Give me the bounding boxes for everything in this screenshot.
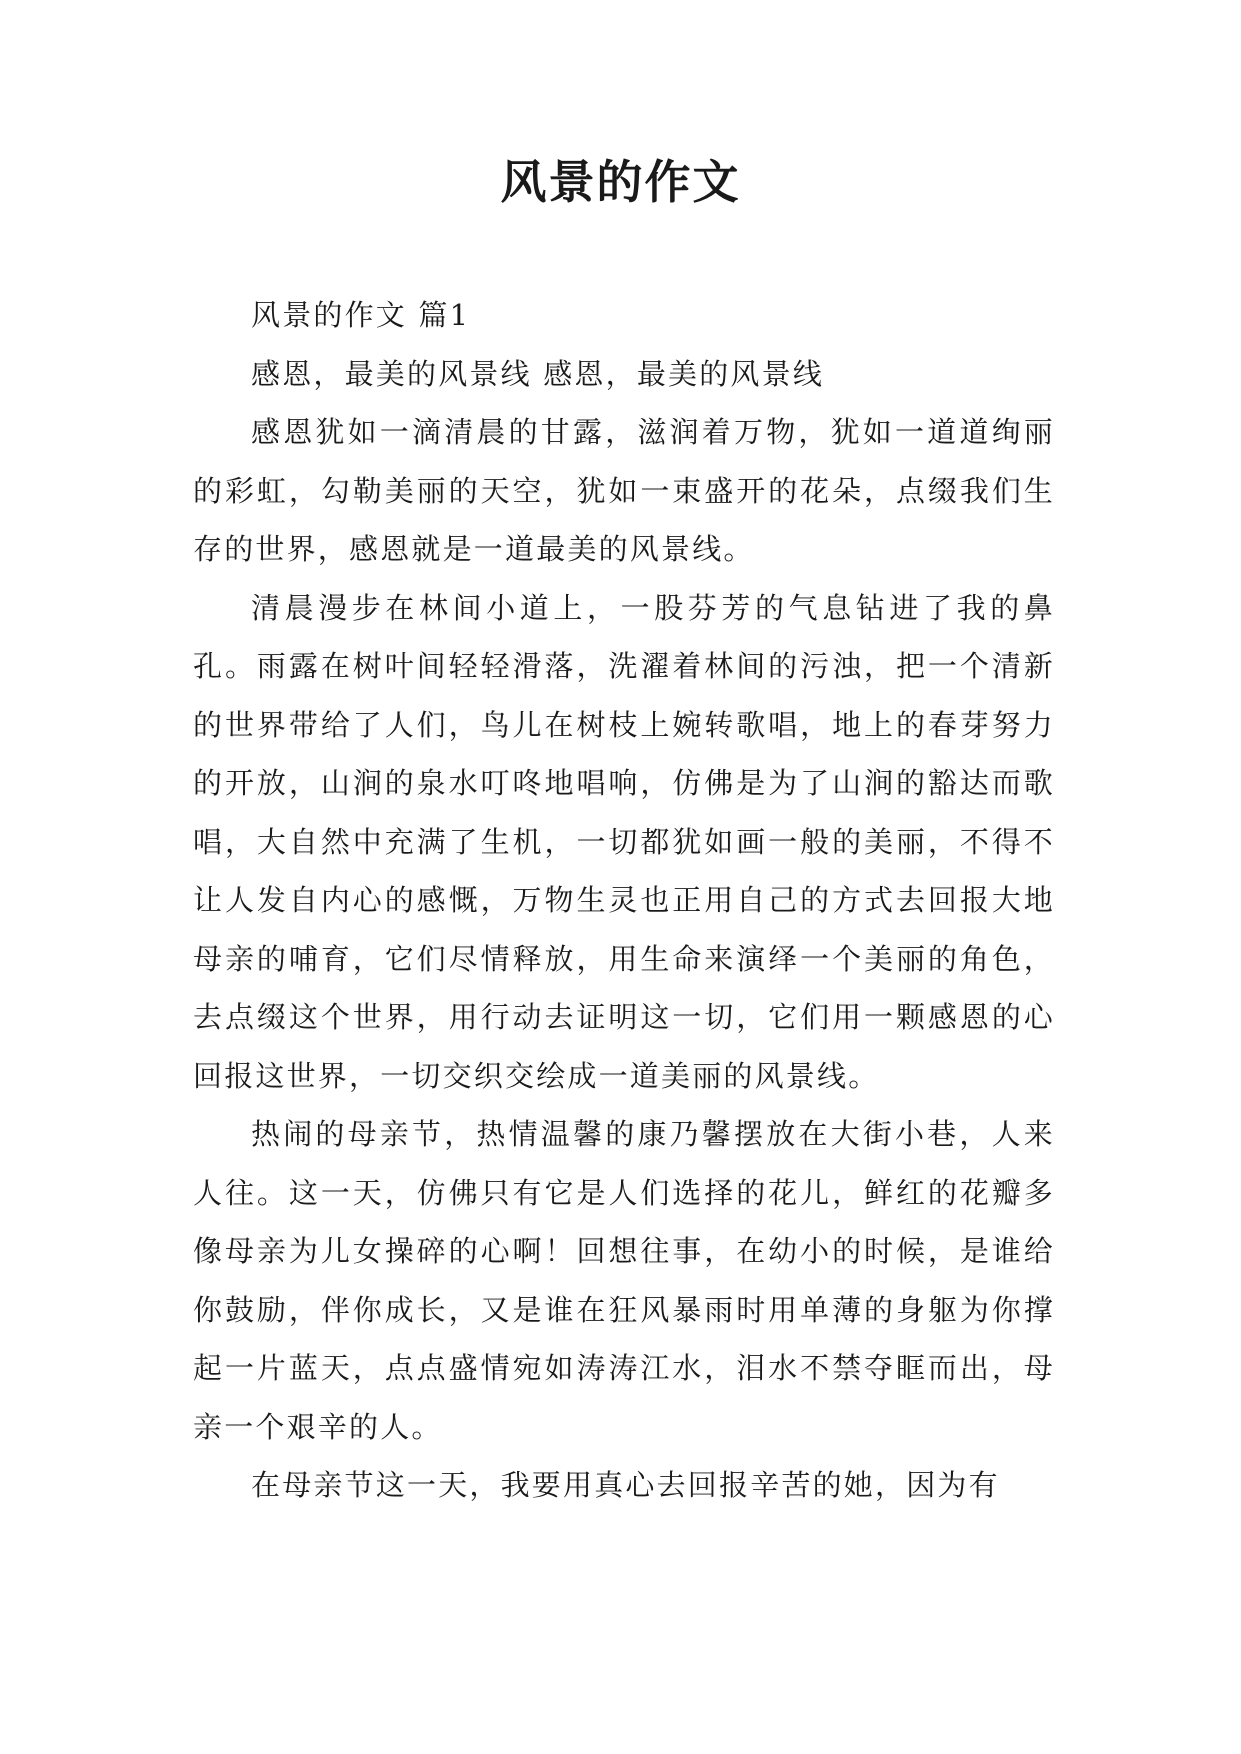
document-title: 风景的作文 <box>500 155 741 209</box>
paragraph: 清晨漫步在林间小道上，一股芬芳的气息钻进了我的鼻孔。雨露在树叶间轻轻滑落，洗濯着林间的污浊，把一个清新的世界带给了人们，鸟儿在树枝上婉转歌唱，地上的春芽努力的开放，山涧的泉水叮咚地唱响，仿佛是为了山涧的豁达而歌唱，大自然中充满了生机，一切都犹如画一般的美丽，不得不让人发自内心的感慨，万物生灵也正用自己的方式去回报大地母亲的哺育，它们尽情释放，用生命来演绎一个美丽的角色，去点缀这个世界，用行动去证明这一切，它们用一颗感恩的心回报这世界，一切交织交绘成一道美丽的风景线。 <box>193 590 1055 1093</box>
paragraph: 感恩犹如一滴清晨的甘露，滋润着万物，犹如一道道绚丽的彩虹，勾勒美丽的天空，犹如一束盛开的花朵，点缀我们生存的世界，感恩就是一道最美的风景线。 <box>193 415 1055 566</box>
section-heading: 风景的作文 篇1 <box>251 298 471 332</box>
paragraph: 在母亲节这一天，我要用真心去回报辛苦的她，因为有 <box>251 1468 1000 1502</box>
paragraph: 热闹的母亲节，热情温馨的康乃馨摆放在大街小巷，人来人往。这一天，仿佛只有它是人们选择的花儿，鲜红的花瓣多像母亲为儿女操碎的心啊！回想往事，在幼小的时候，是谁给你鼓励，伴你成长，又是谁在狂风暴雨时用单薄的身躯为你撑起一片蓝天，点点盛情宛如涛涛江水，泪水不禁夺眶而出，母亲一个艰辛的人。 <box>193 1117 1055 1444</box>
document-body <box>193 286 1055 1515</box>
essay-subtitle: 感恩，最美的风景线 感恩，最美的风景线 <box>251 356 825 391</box>
